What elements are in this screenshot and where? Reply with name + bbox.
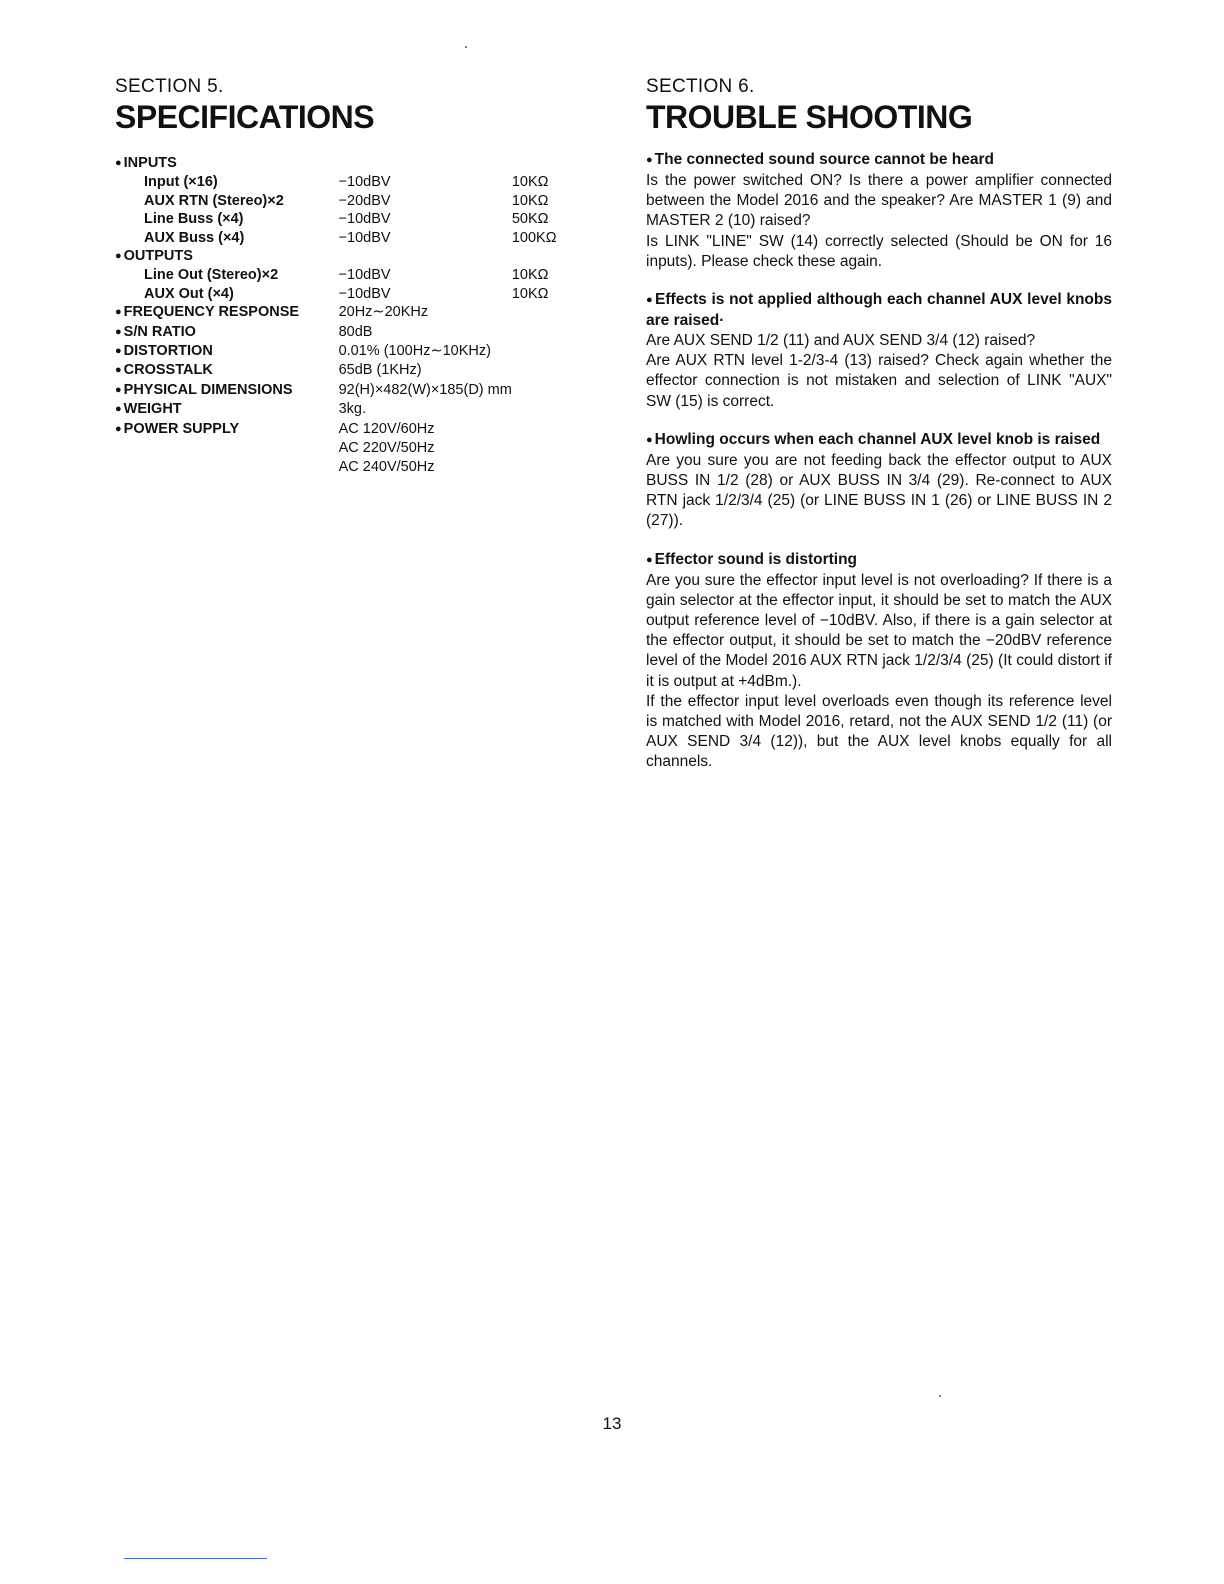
spec-value: 92(H)×482(W)×185(D) mm bbox=[338, 381, 512, 398]
spec-value: −10dBV bbox=[338, 267, 391, 284]
spec-label-cell bbox=[115, 154, 339, 173]
bullet-icon: ● bbox=[115, 306, 122, 319]
trouble-paragraph: Is the power switched ON? Is there a power amplifier connected between the Model 2016 and the speaker? Are MASTER 1 (9) and MASTER 2 (10) raised? bbox=[646, 172, 1112, 230]
spec-label-cell bbox=[115, 285, 339, 303]
specifications-table bbox=[115, 154, 585, 476]
trouble-heading bbox=[646, 290, 1112, 331]
spec-value: AC 220V/50Hz bbox=[338, 440, 435, 457]
spec-impedance bbox=[512, 154, 585, 173]
bullet-icon: ● bbox=[646, 154, 653, 166]
spec-value: 80dB bbox=[338, 323, 373, 340]
spec-label-cell bbox=[115, 210, 339, 228]
spec-label-cell bbox=[115, 381, 339, 400]
spec-row bbox=[115, 400, 585, 419]
trouble-paragraph: Are you sure you are not feeding back the effector output to AUX BUSS IN 1/2 (28) or AUX BUSS IN 3/4 (29). Re-connect to AUX RTN jack 1/2/3/4 (25) (or LINE BUSS IN 1 (26) or LINE BUSS IN 2 (27)). bbox=[646, 451, 1112, 530]
spec-value: −20dBV bbox=[338, 192, 391, 209]
spec-label-cell bbox=[115, 247, 339, 266]
bullet-icon: ● bbox=[115, 157, 122, 169]
spec-impedance bbox=[512, 439, 585, 457]
spec-label: CROSSTALK bbox=[123, 362, 213, 379]
spec-impedance bbox=[512, 247, 585, 266]
spec-impedance bbox=[512, 420, 585, 439]
spec-impedance bbox=[512, 303, 585, 322]
section-6-title: TROUBLE SHOOTING bbox=[646, 99, 973, 135]
spec-impedance: 10KΩ bbox=[511, 192, 549, 209]
bullet-icon: ● bbox=[115, 403, 122, 416]
spec-label: Line Buss (×4) bbox=[144, 211, 244, 228]
spec-value: 3kg. bbox=[338, 401, 366, 418]
section-5 bbox=[115, 76, 585, 476]
trouble-paragraph: If the effector input level overloads even though its reference level is matched with Model 2016, retard, not the AUX SEND 1/2 (11) (or AUX SEND 3/4 (12)), but the AUX level knobs equally for all channels. bbox=[646, 692, 1112, 771]
spec-row bbox=[115, 439, 585, 457]
spec-row bbox=[115, 154, 585, 173]
spec-label: Line Out (Stereo)×2 bbox=[144, 267, 279, 284]
spec-label: POWER SUPPLY bbox=[123, 420, 240, 437]
scan-speck bbox=[939, 1395, 941, 1397]
bullet-icon: ● bbox=[646, 294, 654, 307]
trouble-item bbox=[646, 290, 1112, 412]
spec-label: Input (×16) bbox=[144, 174, 218, 191]
trouble-paragraph: Is LINK "LINE" SW (14) correctly selected (Should be ON for 16 inputs). Please check these again. bbox=[646, 232, 1112, 270]
spec-label: FREQUENCY RESPONSE bbox=[123, 304, 300, 321]
bullet-icon: ● bbox=[115, 325, 122, 338]
spec-label-cell bbox=[115, 439, 339, 457]
spec-impedance bbox=[512, 458, 585, 476]
trouble-shooting-list bbox=[646, 150, 1112, 773]
spec-label-cell bbox=[115, 266, 339, 284]
spec-label-cell bbox=[115, 342, 339, 361]
spec-label: AUX Buss (×4) bbox=[144, 229, 245, 246]
spec-impedance: 100KΩ bbox=[511, 229, 557, 246]
spec-label-cell bbox=[115, 361, 339, 380]
spec-impedance: 10KΩ bbox=[511, 267, 549, 284]
spec-row bbox=[115, 192, 585, 210]
bullet-icon: ● bbox=[115, 383, 122, 396]
spec-label-cell bbox=[115, 420, 339, 439]
spec-row bbox=[115, 361, 585, 380]
bullet-icon: ● bbox=[115, 364, 122, 377]
spec-label: S/N RATIO bbox=[123, 323, 196, 340]
spec-label-cell bbox=[115, 323, 339, 342]
spec-impedance bbox=[512, 323, 585, 342]
spec-value bbox=[339, 154, 512, 173]
spec-impedance bbox=[512, 400, 585, 419]
spec-row bbox=[115, 266, 585, 284]
spec-value: 20Hz∼20KHz bbox=[338, 304, 429, 321]
spec-impedance: 10KΩ bbox=[511, 174, 549, 191]
spec-value bbox=[339, 247, 512, 266]
section-6 bbox=[646, 76, 1112, 791]
spec-row bbox=[115, 303, 585, 322]
spec-label: AUX Out (×4) bbox=[144, 285, 234, 302]
trouble-item bbox=[646, 550, 1112, 773]
spec-value: AC 120V/60Hz bbox=[338, 420, 435, 437]
trouble-paragraph: Are you sure the effector input level is not overloading? If there is a gain selector at the effector input, it should be set to match the AUX output reference level of −10dBV. Also, if there is a gain selector at the effector output, it should be set to match the −20dBV reference level of the Model 2016 AUX RTN jack 1/2/3/4 (25) (It could distort if it is output at +4dBm.). bbox=[646, 571, 1112, 690]
trouble-item bbox=[646, 430, 1112, 532]
spec-row bbox=[115, 381, 585, 400]
spec-row bbox=[115, 285, 585, 303]
spec-row bbox=[115, 342, 585, 361]
spec-value: 0.01% (100Hz∼10KHz) bbox=[338, 343, 491, 360]
bullet-icon: ● bbox=[115, 422, 122, 435]
trouble-heading-text: Effector sound is distorting bbox=[654, 550, 858, 568]
section-5-title: SPECIFICATIONS bbox=[115, 99, 375, 135]
spec-value: −10dBV bbox=[338, 229, 391, 246]
page-number: 13 bbox=[602, 1414, 622, 1433]
bullet-icon: ● bbox=[115, 250, 122, 263]
trouble-paragraph: Are AUX RTN level 1-2/3-4 (13) raised? Check again whether the effector connection is not mistaken and selection of LINK "AUX" SW (15) is correct. bbox=[646, 352, 1112, 410]
section-6-label: SECTION 6. bbox=[646, 76, 755, 97]
bullet-icon: ● bbox=[646, 433, 653, 446]
spec-impedance: 10KΩ bbox=[511, 285, 549, 302]
spec-row bbox=[115, 458, 585, 476]
spec-row bbox=[115, 173, 585, 191]
trouble-heading-text: Effects is not applied although each channel AUX level knobs are raised· bbox=[646, 291, 1112, 330]
spec-label-cell bbox=[115, 229, 339, 247]
spec-impedance bbox=[512, 361, 585, 380]
spec-impedance bbox=[512, 342, 585, 361]
specifications-body bbox=[115, 154, 585, 476]
bullet-icon: ● bbox=[646, 553, 653, 566]
spec-value: −10dBV bbox=[338, 285, 391, 302]
bullet-icon: ● bbox=[115, 345, 122, 358]
trouble-heading-text: The connected sound source cannot be heard bbox=[654, 151, 994, 168]
spec-row bbox=[115, 247, 585, 266]
scan-speck bbox=[465, 46, 467, 48]
spec-label-cell bbox=[115, 173, 339, 191]
spec-value: 65dB (1KHz) bbox=[338, 362, 422, 379]
footer-rule bbox=[124, 1558, 267, 1559]
spec-value: AC 240V/50Hz bbox=[338, 458, 435, 475]
spec-label-cell bbox=[115, 400, 339, 419]
spec-label: DISTORTION bbox=[123, 343, 213, 360]
spec-value: −10dBV bbox=[338, 174, 391, 191]
spec-label-cell bbox=[115, 458, 339, 476]
spec-row bbox=[115, 229, 585, 247]
spec-row bbox=[115, 210, 585, 228]
trouble-item bbox=[646, 150, 1112, 272]
section-5-label: SECTION 5. bbox=[115, 76, 224, 97]
spec-row bbox=[115, 420, 585, 439]
spec-label-cell bbox=[115, 303, 339, 322]
spec-impedance: 50KΩ bbox=[511, 211, 549, 228]
spec-label-cell bbox=[115, 192, 339, 210]
trouble-paragraph: Are AUX SEND 1/2 (11) and AUX SEND 3/4 (12) raised? bbox=[646, 332, 1036, 350]
trouble-heading bbox=[646, 150, 1112, 171]
spec-label: PHYSICAL DIMENSIONS bbox=[123, 381, 293, 398]
spec-label: INPUTS bbox=[123, 155, 177, 171]
spec-label: WEIGHT bbox=[123, 401, 182, 418]
spec-impedance bbox=[512, 381, 585, 400]
spec-label: AUX RTN (Stereo)×2 bbox=[144, 192, 284, 209]
spec-label: OUTPUTS bbox=[123, 248, 193, 265]
trouble-heading bbox=[646, 550, 1112, 571]
trouble-heading bbox=[646, 430, 1112, 451]
spec-row bbox=[115, 323, 585, 342]
trouble-heading-text: Howling occurs when each channel AUX level knob is raised bbox=[654, 430, 1101, 448]
spec-value: −10dBV bbox=[338, 211, 391, 228]
